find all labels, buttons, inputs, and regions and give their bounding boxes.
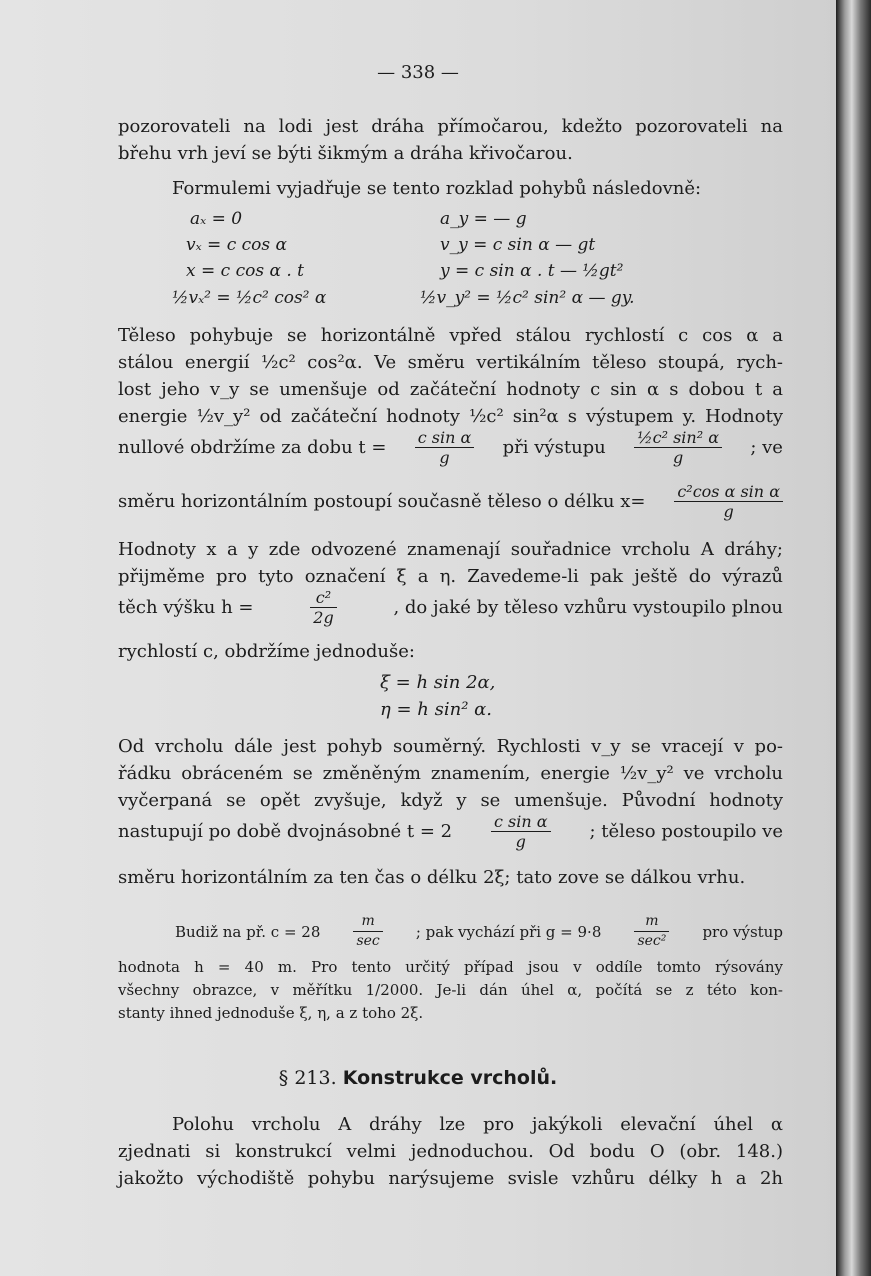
fraction-denominator: 2g	[313, 608, 334, 627]
text-fragment: , do jaké by těleso vzhůru vystoupilo plnou	[393, 597, 783, 618]
fraction-denominator: g	[672, 448, 684, 467]
text-line: rychlostí c, obdržíme jednoduše:	[118, 641, 415, 662]
fraction	[674, 482, 783, 521]
fraction-numerator: m	[353, 912, 382, 932]
text-line: stálou energií ½c² cos²α. Ve směru vertikálním těleso stoupá, rych-	[118, 352, 783, 373]
fraction-numerator: c sin α	[491, 812, 551, 832]
text-line: Hodnoty x a y zde odvozené znamenají souřadnice vrcholu A dráhy;	[118, 539, 783, 560]
fraction-denominator: sec	[356, 933, 380, 949]
text-line: Těleso pohybuje se horizontálně vpřed stálou rychlostí c cos α a	[118, 325, 783, 346]
text-line: energie ½v_y² od začáteční hodnoty ½c² sin²α s výstupem y. Hodnoty	[118, 406, 783, 427]
formula: y = c sin α . t — ½gt²	[440, 261, 624, 281]
formula: a_y = — g	[440, 209, 527, 229]
page-number: — 338 —	[377, 62, 459, 83]
fraction-denominator: g	[723, 502, 734, 521]
fraction	[491, 812, 551, 851]
text-fragment: ; ve	[750, 437, 783, 458]
fraction	[310, 588, 336, 627]
formula: ½vₓ² = ½c² cos² α	[172, 288, 327, 308]
note-line: všechny obrazce, v měřítku 1/2000. Je-li dán úhel α, počítá se z této kon-	[118, 981, 783, 999]
equation: ξ = h sin 2α,	[380, 672, 496, 693]
fraction	[415, 428, 475, 467]
note-line: hodnota h = 40 m. Pro tento určitý případ jsou v oddíle tomto rýsovány	[118, 958, 783, 976]
fraction-denominator: g	[515, 832, 526, 851]
text-line: jakožto východiště pohybu narýsujeme svisle vzhůru délky h a 2h	[118, 1168, 783, 1189]
text-line-with-fraction	[118, 812, 783, 851]
text-line: Od vrcholu dále jest pohyb souměrný. Rychlosti v_y se vracejí v po-	[118, 736, 783, 757]
equation: η = h sin² α.	[380, 699, 493, 720]
formula: vₓ = c cos α	[186, 235, 287, 255]
section-title: Konstrukce vrcholů.	[342, 1067, 558, 1089]
text-line: přijměme pro tyto označení ξ a η. Zavedeme-li pak ještě do výrazů	[118, 566, 783, 587]
text-line: Formulemi vyjadřuje se tento rozklad pohybů následovně:	[172, 178, 702, 199]
text-line: vyčerpaná se opět zvyšuje, když y se umenšuje. Původní hodnoty	[118, 790, 783, 811]
fraction-denominator: sec²	[637, 933, 667, 949]
text-line: řádku obráceném se změněným znamením, energie ½v_y² ve vrcholu	[118, 763, 783, 784]
section-heading	[0, 1067, 836, 1089]
text-fragment: ; těleso postoupilo ve	[589, 821, 783, 842]
text-fragment: těch výšku h =	[118, 597, 254, 618]
text-line-with-fraction	[118, 588, 783, 627]
formula: ½v_y² = ½c² sin² α — gy.	[420, 288, 635, 308]
fraction	[634, 428, 722, 467]
text-line: Polohu vrcholu A dráhy lze pro jakýkoli elevační úhel α	[172, 1114, 783, 1135]
text-fragment: při výstupu	[502, 437, 606, 458]
section-symbol: § 213.	[278, 1067, 337, 1089]
text-fragment: nastupují po době dvojnásobné t = 2	[118, 821, 453, 842]
formula: x = c cos α . t	[186, 261, 304, 281]
text-line-with-fraction	[118, 482, 783, 521]
fraction-numerator: ½c² sin² α	[634, 428, 722, 448]
text-fragment: nullové obdržíme za dobu t =	[118, 437, 387, 458]
text-line: zjednati si konstrukcí velmi jednoduchou. Od bodu O (obr. 148.)	[118, 1141, 783, 1162]
fraction-numerator: c²	[310, 588, 336, 608]
text-line: břehu vrh jeví se býti šikmým a dráha křivočarou.	[118, 143, 573, 164]
text-line: pozorovateli na lodi jest dráha přímočarou, kdežto pozorovateli na	[118, 116, 783, 137]
fraction-numerator: c²cos α sin α	[674, 482, 783, 502]
book-binding-edge	[836, 0, 871, 1276]
text-fragment: ; pak vychází při g = 9·8	[415, 922, 602, 941]
note-line: stanty ihned jednoduše ξ, η, a z toho 2ξ.	[118, 1004, 424, 1022]
formula: aₓ = 0	[190, 209, 243, 229]
note-line-with-fractions	[175, 912, 783, 951]
text-line: směru horizontálním za ten čas o délku 2ξ; tato zove se dálkou vrhu.	[118, 867, 746, 888]
fraction-numerator: m	[634, 912, 669, 932]
text-fragment: směru horizontálním postoupí současně těleso o délku x=	[118, 491, 646, 512]
text-line: lost jeho v_y se umenšuje od začáteční hodnoty c sin α s dobou t a	[118, 379, 783, 400]
fraction-numerator: c sin α	[415, 428, 475, 448]
formula: v_y = c sin α — gt	[440, 235, 596, 255]
text-fragment: Budiž na př. c = 28	[175, 922, 321, 941]
text-fragment: pro výstup	[702, 922, 783, 941]
text-line-with-fractions	[118, 428, 783, 467]
fraction-denominator: g	[439, 448, 450, 467]
fraction	[353, 912, 382, 951]
fraction	[634, 912, 669, 951]
